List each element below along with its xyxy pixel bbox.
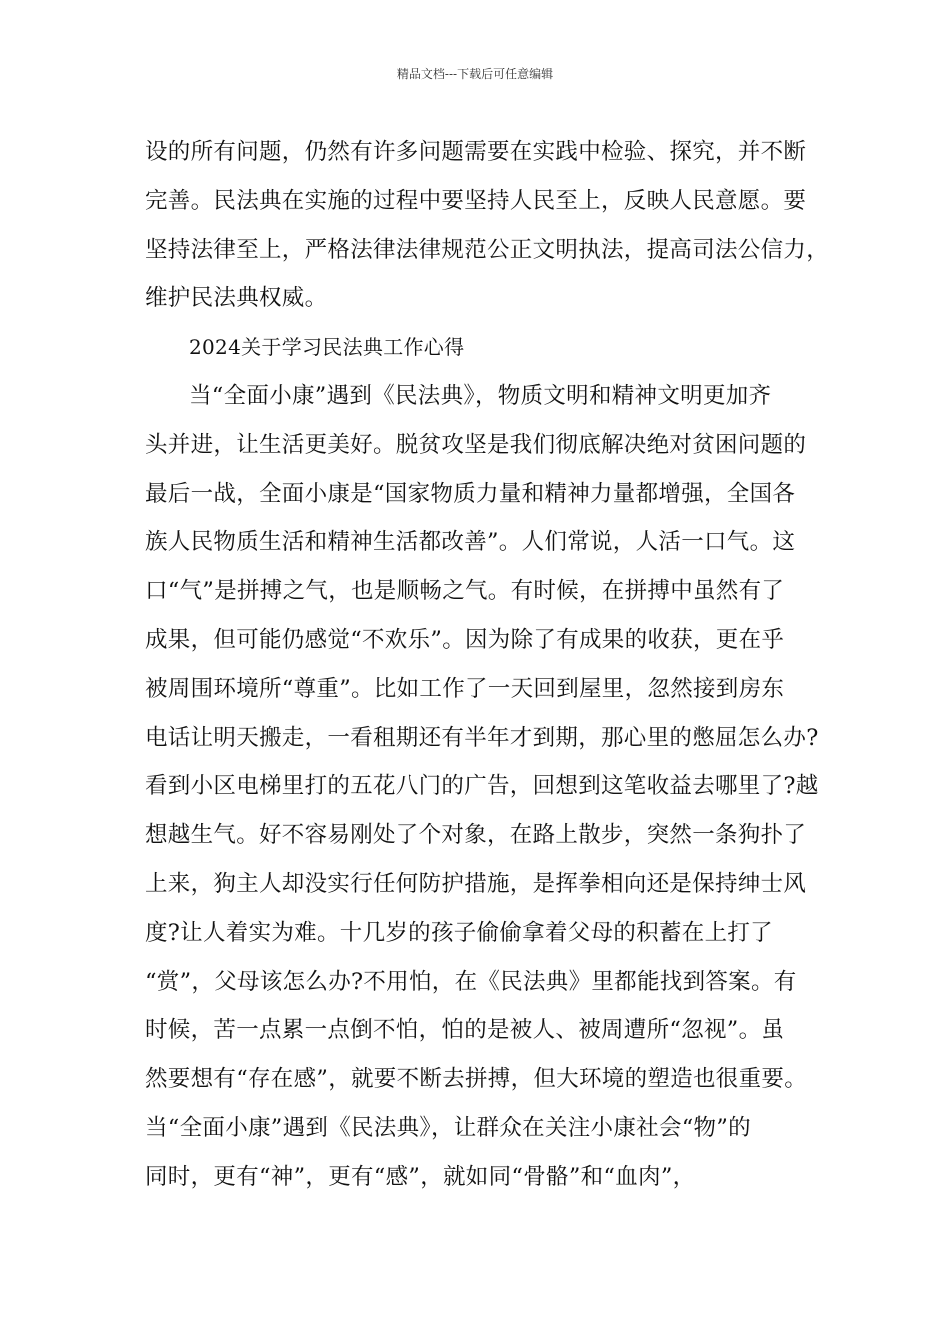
- text-line: 完善。民法典在实施的过程中要坚持人民至上，反映人民意愿。要: [145, 187, 807, 214]
- paragraph-1: [145, 128, 830, 323]
- text-line: 度?让人着实为难。十几岁的孩子偷偷拿着父母的积蓄在上打了: [145, 919, 773, 946]
- text-line: 同时，更有“神”，更有“感”，就如同“骨骼”和“血肉”，: [145, 1163, 696, 1190]
- text-line: 族人民物质生活和精神生活都改善”。人们常说，人活一口气。这: [145, 529, 796, 556]
- text-line: 看到小区电梯里打的五花八门的广告，回想到这笔收益去哪里了?越: [145, 773, 819, 800]
- text-line: 然要想有“存在感”，就要不断去拼搏，但大环境的塑造也很重要。: [145, 1066, 808, 1093]
- text-line: 当“全面小康”遇到《民法典》，物质文明和精神文明更加齐: [189, 382, 772, 409]
- text-line: 成果，但可能仍感觉“不欢乐”。因为除了有成果的收获，更在乎: [145, 626, 785, 653]
- document-body: [145, 128, 830, 1202]
- section-title-block: [145, 323, 825, 372]
- text-line: 当“全面小康”遇到《民法典》，让群众在关注小康社会“物”的: [145, 1114, 751, 1141]
- text-line: 口“气”是拼搏之气，也是顺畅之气。有时候，在拼搏中虽然有了: [145, 578, 785, 605]
- text-line: “赏”，父母该怎么办?不用怕，在《民法典》里都能找到答案。有: [145, 968, 797, 995]
- text-line: 时候，苦一点累一点倒不怕，怕的是被人、被周遭所“忽视”。虽: [145, 1017, 785, 1044]
- section-title: 2024关于学习民法典工作心得: [189, 335, 465, 360]
- page-header: 精品文档---下载后可任意编辑: [396, 67, 554, 81]
- text-line: 被周围环境所“尊重”。比如工作了一天回到屋里，忽然接到房东: [145, 675, 785, 702]
- paragraph-2: [145, 372, 825, 1202]
- text-line: 维护民法典权威。: [145, 285, 328, 312]
- text-line: 上来，狗主人却没实行任何防护措施，是挥拳相向还是保持绅士风: [145, 870, 807, 897]
- text-line: 电话让明天搬走，一看租期还有半年才到期，那心里的憋屈怎么办?: [145, 724, 819, 751]
- text-line: 最后一战，全面小康是“国家物质力量和精神力量都增强，全国各: [145, 480, 796, 507]
- text-line: 设的所有问题，仍然有许多问题需要在实践中检验、探究，并不断: [145, 139, 807, 165]
- text-line: 头并进，让生活更美好。脱贫攻坚是我们彻底解决绝对贫困问题的: [145, 431, 807, 458]
- text-line: 想越生气。好不容易刚处了个对象，在路上散步，突然一条狗扑了: [145, 822, 807, 849]
- text-line: 坚持法律至上，严格法律法律规范公正文明执法，提高司法公信力，: [145, 236, 830, 263]
